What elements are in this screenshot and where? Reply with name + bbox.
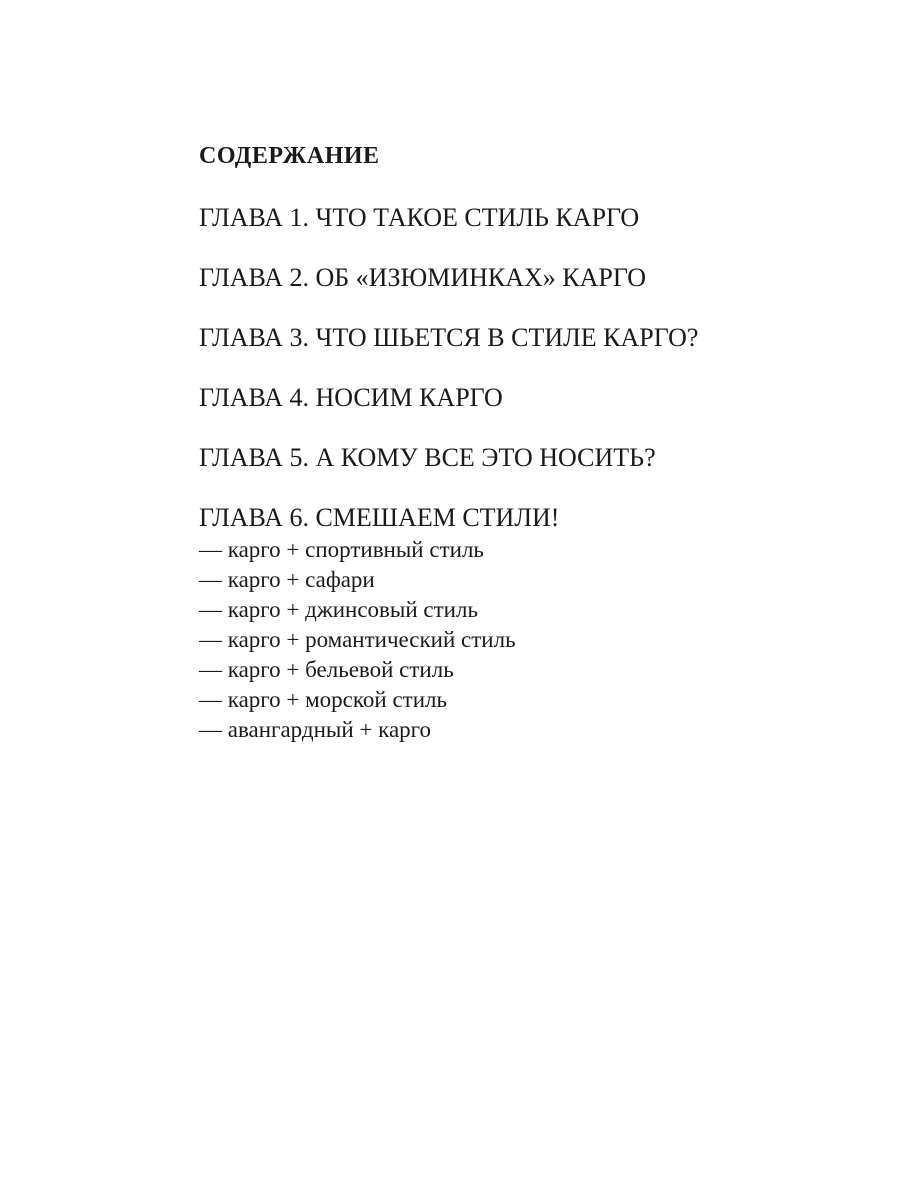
chapter-4: ГЛАВА 4. НОСИМ КАРГО [199, 383, 503, 412]
subsection-item: — карго + спортивный стиль [199, 537, 484, 562]
chapter-list [199, 201, 698, 745]
subsection-item: — карго + романтический стиль [199, 627, 516, 652]
toc-heading: СОДЕРЖАНИЕ [199, 143, 380, 169]
subsection-item: — карго + бельевой стиль [199, 657, 454, 682]
chapter-2: ГЛАВА 2. ОБ «ИЗЮМИНКАХ» КАРГО [199, 263, 647, 292]
subsection-item: — авангардный + карго [199, 717, 432, 742]
subsection-item: — карго + морской стиль [199, 687, 447, 712]
chapter-6: ГЛАВА 6. СМЕШАЕМ СТИЛИ! [199, 503, 560, 532]
chapter-3: ГЛАВА 3. ЧТО ШЬЕТСЯ В СТИЛЕ КАРГО? [199, 323, 699, 352]
chapter-1: ГЛАВА 1. ЧТО ТАКОЕ СТИЛЬ КАРГО [199, 203, 640, 232]
subsection-item: — карго + джинсовый стиль [199, 597, 478, 622]
chapter-5: ГЛАВА 5. А КОМУ ВСЕ ЭТО НОСИТЬ? [199, 443, 656, 472]
chapter-6-subsections [199, 535, 698, 745]
subsection-list [199, 535, 698, 745]
subsection-item: — карго + сафари [199, 567, 375, 592]
